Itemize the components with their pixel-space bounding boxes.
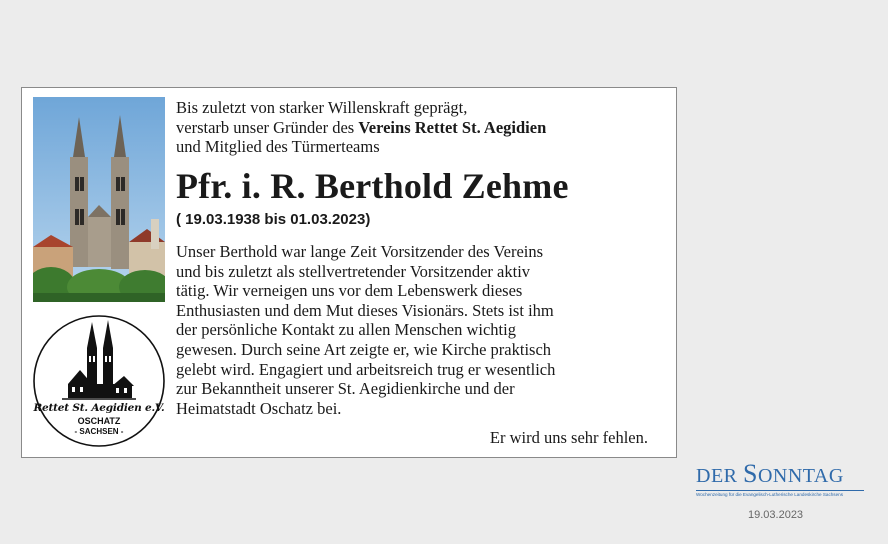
intro-text xyxy=(176,98,666,157)
intro-line: und Mitglied des Türmerteams xyxy=(176,137,380,156)
tribute-text xyxy=(176,242,666,418)
church-photo xyxy=(33,97,165,302)
tribute-line: zur Bekanntheit unserer St. Aegidienkirche und der xyxy=(176,379,515,399)
logo-divider xyxy=(696,490,864,491)
tribute-line: tätig. Wir verneigen uns vor dem Lebenswerk dieses xyxy=(176,281,523,301)
tribute-line: Enthusiasten und dem Mut dieses Visionärs. Stets ist ihm xyxy=(176,300,554,320)
title-part: DER xyxy=(696,465,743,487)
tribute-line: Heimatstadt Oschatz bei. xyxy=(176,398,342,418)
tribute-line: Unser Berthold war lange Zeit Vorsitzender des Vereins xyxy=(176,242,544,261)
association-name: Vereins Rettet St. Aegidien xyxy=(358,117,547,137)
publication-date: 19.03.2023 xyxy=(748,509,804,521)
deceased-name: Pfr. i. R. Berthold Zehme xyxy=(176,166,569,206)
intro-line xyxy=(176,118,666,138)
seal-city: OSCHATZ xyxy=(77,416,121,426)
closing-line: Er wird uns sehr fehlen. xyxy=(489,428,648,447)
tribute-line: der persönliche Kontakt zu allen Menschen wichtig xyxy=(176,320,516,340)
seal-region: - SACHSEN - xyxy=(74,427,124,436)
tribute-line: und bis zuletzt als stellvertretender Vorsitzender aktiv xyxy=(176,261,531,281)
newspaper-subtitle: Wochenzeitung für die Evangelisch-Lutherische Landeskirche Sachsens xyxy=(696,492,844,497)
seal-association-name: Rettet St. Aegidien e.V. xyxy=(33,402,165,414)
newspaper-logo xyxy=(696,459,868,497)
tribute-line: gewesen. Durch seine Art zeigte er, wie Kirche praktisch xyxy=(176,339,552,359)
title-part: S xyxy=(743,459,758,488)
tribute-line: gelebt wird. Engagiert und arbeitsreich trug er wesentlich xyxy=(176,359,556,379)
life-dates: ( 19.03.1938 bis 01.03.2023) xyxy=(176,211,371,228)
title-part: ONNTAG xyxy=(757,465,844,487)
association-seal xyxy=(32,314,166,448)
intro-line-text: verstarb unser Gründer des xyxy=(176,117,359,137)
intro-line: Bis zuletzt von starker Willenskraft geprägt, xyxy=(176,98,468,117)
obituary-notice xyxy=(21,87,677,458)
newspaper-title xyxy=(696,459,868,488)
